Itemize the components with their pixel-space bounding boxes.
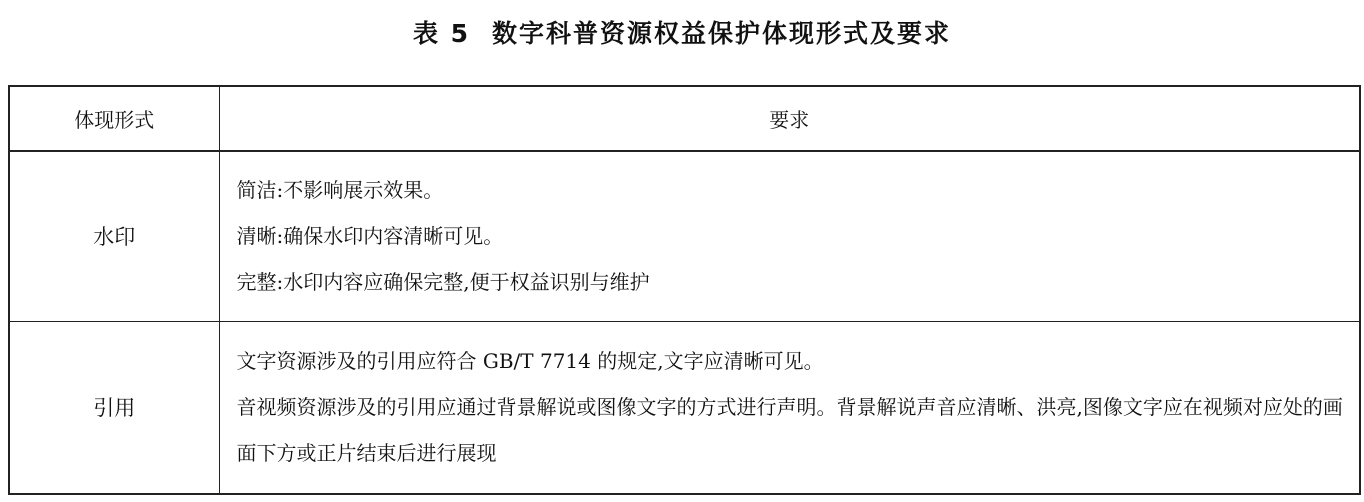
table-title-text: 数字科普资源权益保护体现形式及要求 bbox=[492, 19, 952, 48]
table-title bbox=[0, 14, 1364, 50]
requirement-item: 音视频资源涉及的引用应通过背景解说或图像文字的方式进行声明。背景解说声音应清晰、洪亮,图像文字应在视频对应处的画面下方或正片结束后进行展现 bbox=[236, 395, 1343, 466]
requirement-item: 文字资源涉及的引用应符合 GB/T 7714 的规定,文字应清晰可见。 bbox=[236, 349, 824, 374]
form-cell: 水印 bbox=[9, 151, 219, 321]
requirements-table bbox=[8, 85, 1361, 495]
header-requirements: 要求 bbox=[219, 86, 1360, 151]
requirements-cell bbox=[219, 321, 1360, 494]
requirement-item: 完整:水印内容应确保完整,便于权益识别与维护 bbox=[236, 270, 650, 295]
table-row bbox=[9, 151, 1360, 321]
requirement-item: 简洁:不影响展示效果。 bbox=[236, 178, 444, 203]
header-form: 体现形式 bbox=[9, 86, 219, 151]
form-cell: 引用 bbox=[9, 321, 219, 494]
table-row bbox=[9, 321, 1360, 494]
table-header-row bbox=[9, 86, 1360, 151]
table-number: 表 5 bbox=[412, 19, 471, 48]
requirements-cell bbox=[219, 151, 1360, 321]
requirement-item: 清晰:确保水印内容清晰可见。 bbox=[236, 224, 504, 249]
